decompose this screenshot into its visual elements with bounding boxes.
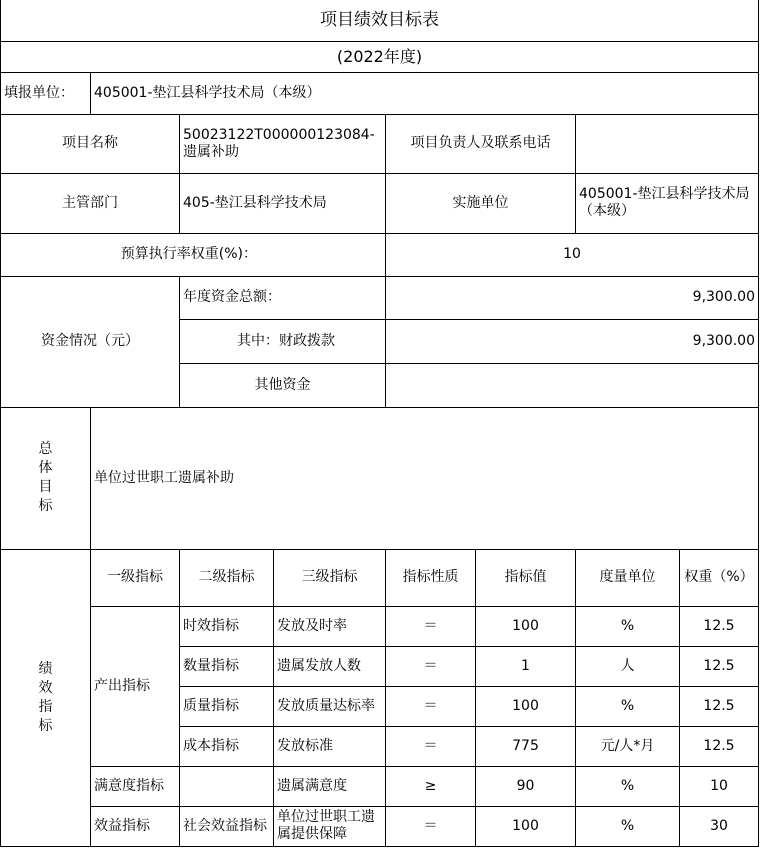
row-l2: 数量指标 — [180, 646, 274, 686]
row-value: 100 — [476, 686, 576, 726]
row-nature: ＝ — [386, 726, 476, 766]
table-row — [1, 806, 759, 846]
row-l2 — [180, 766, 274, 806]
funds-other-value — [386, 363, 759, 407]
budget-weight-value: 10 — [386, 233, 759, 276]
project-name-value: 50023122T000000123084-遗属补助 — [180, 114, 386, 173]
row-weight: 12.5 — [680, 606, 759, 646]
table-title: 项目绩效目标表 — [1, 0, 759, 41]
row-value: 775 — [476, 726, 576, 766]
row-l2: 质量指标 — [180, 686, 274, 726]
budget-weight-label: 预算执行率权重(%)： — [1, 233, 386, 276]
row-nature: ≥ — [386, 766, 476, 806]
output-group-label: 产出指标 — [91, 606, 180, 766]
funds-fiscal-label: 其中：财政拨款 — [180, 319, 386, 363]
funds-fiscal-value: 9,300.00 — [386, 319, 759, 363]
row-value: 90 — [476, 766, 576, 806]
dept-label: 主管部门 — [1, 173, 180, 233]
row-unit: 人 — [576, 646, 680, 686]
row-l3: 遗属发放人数 — [274, 646, 386, 686]
row-unit: % — [576, 806, 680, 846]
row-unit: % — [576, 686, 680, 726]
goal-value: 单位过世职工遗属补助 — [91, 407, 759, 549]
table-row — [1, 606, 759, 646]
row-l3: 发放质量达标率 — [274, 686, 386, 726]
row-nature: ＝ — [386, 646, 476, 686]
impl-label: 实施单位 — [386, 173, 576, 233]
row-value: 1 — [476, 646, 576, 686]
project-name-label: 项目名称 — [1, 114, 180, 173]
row-value: 100 — [476, 606, 576, 646]
funds-other-label: 其他资金 — [180, 363, 386, 407]
funds-total-value: 9,300.00 — [386, 276, 759, 319]
dept-value: 405-垫江县科学技术局 — [180, 173, 386, 233]
row-weight: 30 — [680, 806, 759, 846]
row-l3: 遗属满意度 — [274, 766, 386, 806]
project-owner-value — [576, 114, 759, 173]
funds-total-label: 年度资金总额： — [180, 276, 386, 319]
header-weight: 权重（%） — [680, 549, 759, 606]
row-l2: 时效指标 — [180, 606, 274, 646]
header-unit: 度量单位 — [576, 549, 680, 606]
header-value: 指标值 — [476, 549, 576, 606]
funds-label: 资金情况（元） — [1, 276, 180, 407]
impl-value: 405001-垫江县科学技术局（本级） — [576, 173, 759, 233]
row-l3: 发放标准 — [274, 726, 386, 766]
row-weight: 12.5 — [680, 726, 759, 766]
row-l2: 社会效益指标 — [180, 806, 274, 846]
project-owner-label: 项目负责人及联系电话 — [386, 114, 576, 173]
row-l2: 成本指标 — [180, 726, 274, 766]
row-l3: 单位过世职工遗属提供保障 — [274, 806, 386, 846]
row-weight: 10 — [680, 766, 759, 806]
row-nature: ＝ — [386, 606, 476, 646]
row-unit: 元/人*月 — [576, 726, 680, 766]
table-row — [1, 766, 759, 806]
header-l1: 一级指标 — [91, 549, 180, 606]
row-value: 100 — [476, 806, 576, 846]
header-l2: 二级指标 — [180, 549, 274, 606]
row-unit: % — [576, 606, 680, 646]
row-weight: 12.5 — [680, 646, 759, 686]
unit-label: 填报单位： — [1, 72, 91, 114]
indicators-label: 绩效指标 — [1, 549, 91, 846]
table-year: (2022年度) — [1, 41, 759, 72]
row-weight: 12.5 — [680, 686, 759, 726]
header-nature: 指标性质 — [386, 549, 476, 606]
row-unit: % — [576, 766, 680, 806]
row-l1: 效益指标 — [91, 806, 180, 846]
row-l3: 发放及时率 — [274, 606, 386, 646]
row-nature: ＝ — [386, 806, 476, 846]
unit-value: 405001-垫江县科学技术局（本级） — [91, 72, 759, 114]
row-nature: ＝ — [386, 686, 476, 726]
goal-label: 总体目标 — [1, 407, 91, 549]
row-l1: 满意度指标 — [91, 766, 180, 806]
header-l3: 三级指标 — [274, 549, 386, 606]
